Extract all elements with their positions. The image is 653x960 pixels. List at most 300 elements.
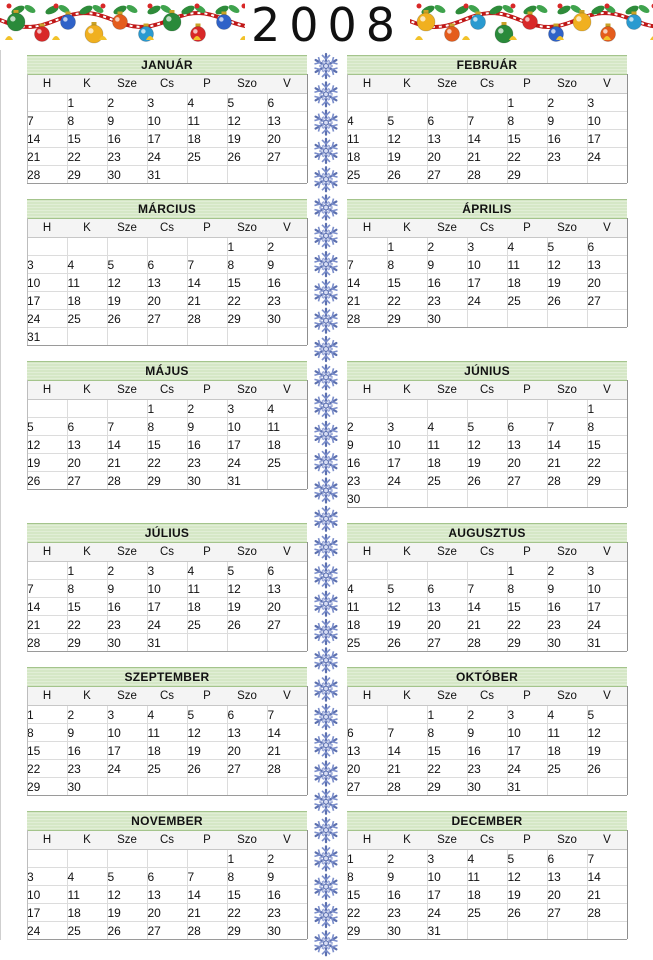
day-cell: [547, 490, 587, 508]
day-cell: 28: [187, 922, 227, 940]
weekday-label: Cs: [147, 543, 187, 562]
day-cell: 16: [387, 886, 427, 904]
week-row: [27, 922, 307, 940]
weekday-label: Cs: [467, 687, 507, 706]
week-row: [27, 598, 307, 616]
day-cell: 7: [587, 850, 627, 868]
day-cell: 11: [187, 580, 227, 598]
day-cell: [27, 94, 67, 112]
week-row: [27, 634, 307, 652]
day-cell: 21: [187, 292, 227, 310]
day-cell: 9: [267, 256, 307, 274]
day-cell: 8: [147, 418, 187, 436]
day-cell: [27, 238, 67, 256]
day-cell: 27: [267, 148, 307, 166]
week-row: [347, 868, 627, 886]
day-cell: 11: [267, 418, 307, 436]
day-cell: 2: [547, 562, 587, 580]
day-cell: 23: [187, 454, 227, 472]
day-cell: 8: [347, 868, 387, 886]
day-cell: 31: [427, 922, 467, 940]
day-cell: 27: [507, 472, 547, 490]
day-cell: 26: [387, 166, 427, 184]
weekday-label: Sze: [427, 687, 467, 706]
day-cell: 27: [547, 904, 587, 922]
weekday-label: Szo: [227, 831, 267, 850]
week-row: [347, 310, 627, 328]
day-cell: 29: [27, 778, 67, 796]
weekday-label: V: [587, 831, 627, 850]
weekday-label: K: [387, 543, 427, 562]
day-cell: 4: [267, 400, 307, 418]
day-cell: 7: [187, 256, 227, 274]
day-cell: 7: [467, 112, 507, 130]
day-cell: 12: [507, 868, 547, 886]
day-cell: 22: [147, 454, 187, 472]
day-cell: 3: [107, 706, 147, 724]
day-cell: [467, 400, 507, 418]
week-row: [347, 112, 627, 130]
day-cell: 19: [387, 616, 427, 634]
day-cell: 18: [187, 598, 227, 616]
day-cell: 7: [467, 580, 507, 598]
month-table: [347, 667, 627, 796]
week-row: [27, 400, 307, 418]
week-row: [27, 904, 307, 922]
day-cell: 27: [587, 292, 627, 310]
day-cell: 3: [587, 94, 627, 112]
day-cell: [107, 328, 147, 346]
weekday-label: Szo: [547, 75, 587, 94]
day-cell: 17: [507, 742, 547, 760]
day-cell: 14: [27, 130, 67, 148]
day-cell: 1: [227, 850, 267, 868]
week-row: [27, 310, 307, 328]
day-cell: 28: [267, 760, 307, 778]
month-table: [27, 199, 307, 346]
weekday-label: H: [27, 75, 67, 94]
day-cell: 26: [107, 310, 147, 328]
day-cell: 26: [387, 634, 427, 652]
weekday-label: K: [67, 831, 107, 850]
day-cell: 25: [507, 292, 547, 310]
day-cell: 1: [347, 850, 387, 868]
week-row: [27, 166, 307, 184]
day-cell: [507, 400, 547, 418]
day-cell: 14: [187, 886, 227, 904]
day-cell: 19: [27, 454, 67, 472]
day-cell: 27: [347, 778, 387, 796]
day-cell: 19: [507, 886, 547, 904]
day-cell: 21: [467, 148, 507, 166]
weekday-label: K: [387, 219, 427, 238]
day-cell: 22: [507, 148, 547, 166]
day-cell: 22: [587, 454, 627, 472]
week-row: [347, 616, 627, 634]
day-cell: 29: [387, 310, 427, 328]
day-cell: 21: [587, 886, 627, 904]
day-cell: 11: [547, 724, 587, 742]
week-row: [27, 886, 307, 904]
day-cell: [347, 94, 387, 112]
weekday-header-row: [27, 831, 307, 850]
day-cell: [587, 778, 627, 796]
weekday-label: K: [67, 543, 107, 562]
day-cell: 23: [267, 904, 307, 922]
day-cell: 24: [227, 454, 267, 472]
day-cell: 30: [387, 922, 427, 940]
day-cell: 30: [467, 778, 507, 796]
day-cell: [227, 166, 267, 184]
day-cell: 29: [507, 634, 547, 652]
weekday-label: Sze: [107, 543, 147, 562]
day-cell: 23: [467, 760, 507, 778]
day-cell: 8: [67, 112, 107, 130]
day-cell: 14: [547, 436, 587, 454]
weekday-label: Szo: [547, 219, 587, 238]
day-cell: 16: [267, 886, 307, 904]
day-cell: 30: [547, 634, 587, 652]
day-cell: 8: [587, 418, 627, 436]
weekday-label: P: [507, 75, 547, 94]
month-table: [347, 811, 627, 940]
weekday-label: Cs: [147, 219, 187, 238]
day-cell: 4: [187, 562, 227, 580]
day-cell: 16: [547, 130, 587, 148]
day-cell: 5: [27, 418, 67, 436]
weekday-label: H: [347, 75, 387, 94]
day-cell: 6: [227, 706, 267, 724]
day-cell: 2: [187, 400, 227, 418]
week-row: [347, 598, 627, 616]
month-name: JÚLIUS: [27, 524, 307, 543]
day-cell: 17: [227, 436, 267, 454]
day-cell: 26: [587, 760, 627, 778]
day-cell: 13: [267, 580, 307, 598]
day-cell: [227, 778, 267, 796]
day-cell: 16: [547, 598, 587, 616]
weekday-label: Szo: [227, 219, 267, 238]
day-cell: 3: [587, 562, 627, 580]
day-cell: 3: [147, 562, 187, 580]
day-cell: 27: [147, 922, 187, 940]
day-cell: 31: [227, 472, 267, 490]
day-cell: 3: [467, 238, 507, 256]
month-name: ÁPRILIS: [347, 200, 627, 219]
day-cell: [427, 490, 467, 508]
weekday-label: H: [347, 219, 387, 238]
day-cell: [227, 634, 267, 652]
weekday-label: P: [187, 687, 227, 706]
weekday-label: Cs: [467, 543, 507, 562]
week-row: [347, 580, 627, 598]
day-cell: 10: [387, 436, 427, 454]
day-cell: 21: [467, 616, 507, 634]
day-cell: [147, 238, 187, 256]
month-table: [27, 55, 307, 184]
day-cell: 6: [347, 724, 387, 742]
week-row: [347, 778, 627, 796]
day-cell: 21: [347, 292, 387, 310]
day-cell: 11: [187, 112, 227, 130]
day-cell: [187, 850, 227, 868]
weekday-label: H: [27, 543, 67, 562]
day-cell: 4: [467, 850, 507, 868]
week-row: [347, 706, 627, 724]
day-cell: 12: [187, 724, 227, 742]
month-6: [27, 523, 307, 652]
day-cell: 14: [267, 724, 307, 742]
day-cell: 15: [147, 436, 187, 454]
week-row: [27, 562, 307, 580]
day-cell: 24: [587, 616, 627, 634]
day-cell: 12: [227, 580, 267, 598]
weekday-label: P: [187, 831, 227, 850]
day-cell: 25: [67, 310, 107, 328]
day-cell: 16: [427, 274, 467, 292]
weekday-label: Sze: [107, 687, 147, 706]
day-cell: 1: [387, 238, 427, 256]
day-cell: [267, 166, 307, 184]
month-table: [27, 361, 307, 490]
day-cell: 15: [587, 436, 627, 454]
day-cell: 1: [427, 706, 467, 724]
day-cell: 28: [107, 472, 147, 490]
day-cell: 1: [67, 562, 107, 580]
page-edge-line: [0, 50, 1, 940]
month-table: [27, 811, 307, 940]
day-cell: 17: [427, 886, 467, 904]
day-cell: 27: [227, 760, 267, 778]
ornament-garland-right-icon: [410, 0, 653, 48]
week-row: [347, 742, 627, 760]
day-cell: 6: [507, 418, 547, 436]
day-cell: 25: [147, 760, 187, 778]
day-cell: [267, 472, 307, 490]
day-cell: 31: [147, 166, 187, 184]
day-cell: 20: [587, 274, 627, 292]
day-cell: 9: [67, 724, 107, 742]
day-cell: 24: [147, 616, 187, 634]
day-cell: [547, 922, 587, 940]
day-cell: 25: [267, 454, 307, 472]
day-cell: 16: [67, 742, 107, 760]
day-cell: [507, 490, 547, 508]
day-cell: 2: [107, 94, 147, 112]
day-cell: 10: [147, 112, 187, 130]
day-cell: 13: [147, 886, 187, 904]
weekday-label: Sze: [107, 381, 147, 400]
day-cell: 26: [27, 472, 67, 490]
day-cell: 15: [227, 274, 267, 292]
day-cell: 19: [107, 292, 147, 310]
day-cell: [387, 490, 427, 508]
week-row: [347, 256, 627, 274]
week-row: [347, 850, 627, 868]
month-table: [347, 361, 627, 508]
weekday-label: Sze: [427, 831, 467, 850]
day-cell: 17: [27, 904, 67, 922]
day-cell: 5: [187, 706, 227, 724]
day-cell: 8: [427, 724, 467, 742]
weekday-label: H: [347, 543, 387, 562]
day-cell: 25: [187, 148, 227, 166]
day-cell: 7: [547, 418, 587, 436]
month-name: AUGUSZTUS: [347, 524, 627, 543]
weekday-label: V: [267, 381, 307, 400]
weekday-label: V: [267, 831, 307, 850]
day-cell: [547, 400, 587, 418]
day-cell: 20: [427, 616, 467, 634]
weekday-label: V: [587, 75, 627, 94]
day-cell: 14: [187, 274, 227, 292]
day-cell: 18: [67, 904, 107, 922]
day-cell: 25: [467, 904, 507, 922]
day-cell: 5: [227, 94, 267, 112]
day-cell: 7: [27, 580, 67, 598]
day-cell: 15: [27, 742, 67, 760]
day-cell: 28: [27, 166, 67, 184]
weekday-label: Szo: [547, 381, 587, 400]
day-cell: 2: [547, 94, 587, 112]
day-cell: [387, 706, 427, 724]
day-cell: 17: [147, 130, 187, 148]
day-cell: 2: [467, 706, 507, 724]
week-row: [347, 634, 627, 652]
day-cell: 29: [347, 922, 387, 940]
day-cell: 20: [67, 454, 107, 472]
day-cell: 12: [387, 598, 427, 616]
day-cell: 8: [507, 580, 547, 598]
day-cell: 23: [347, 472, 387, 490]
day-cell: 11: [427, 436, 467, 454]
week-row: [27, 472, 307, 490]
day-cell: 8: [227, 256, 267, 274]
day-cell: 21: [27, 616, 67, 634]
day-cell: [387, 94, 427, 112]
weekday-label: Cs: [147, 381, 187, 400]
week-row: [27, 868, 307, 886]
day-cell: 18: [347, 616, 387, 634]
weekday-label: P: [187, 75, 227, 94]
day-cell: 18: [507, 274, 547, 292]
day-cell: 7: [107, 418, 147, 436]
week-row: [347, 904, 627, 922]
day-cell: 15: [227, 886, 267, 904]
day-cell: 9: [467, 724, 507, 742]
day-cell: 17: [387, 454, 427, 472]
day-cell: 4: [507, 238, 547, 256]
day-cell: 11: [147, 724, 187, 742]
day-cell: 13: [547, 868, 587, 886]
day-cell: 13: [427, 130, 467, 148]
day-cell: 13: [587, 256, 627, 274]
week-row: [347, 418, 627, 436]
day-cell: 3: [27, 868, 67, 886]
day-cell: 29: [147, 472, 187, 490]
weekday-label: P: [187, 381, 227, 400]
weekday-label: V: [587, 687, 627, 706]
weekday-label: P: [507, 381, 547, 400]
day-cell: 24: [387, 472, 427, 490]
day-cell: 24: [27, 310, 67, 328]
day-cell: 30: [427, 310, 467, 328]
day-cell: 12: [27, 436, 67, 454]
month-8: [27, 667, 307, 796]
day-cell: 14: [27, 598, 67, 616]
day-cell: 12: [107, 274, 147, 292]
week-row: [347, 148, 627, 166]
day-cell: 14: [347, 274, 387, 292]
month-7: [347, 523, 627, 652]
day-cell: [467, 490, 507, 508]
day-cell: 18: [547, 742, 587, 760]
week-row: [347, 238, 627, 256]
day-cell: 11: [67, 886, 107, 904]
weekday-label: P: [507, 219, 547, 238]
week-row: [27, 418, 307, 436]
weekday-label: Cs: [147, 831, 187, 850]
day-cell: 17: [147, 598, 187, 616]
day-cell: 23: [387, 904, 427, 922]
month-9: [347, 667, 627, 796]
weekday-label: Cs: [147, 687, 187, 706]
day-cell: 21: [547, 454, 587, 472]
day-cell: 7: [187, 868, 227, 886]
day-cell: 20: [147, 292, 187, 310]
day-cell: 10: [507, 724, 547, 742]
day-cell: 3: [27, 256, 67, 274]
day-cell: [107, 400, 147, 418]
day-cell: 22: [67, 616, 107, 634]
weekday-label: Sze: [427, 219, 467, 238]
day-cell: 16: [107, 598, 147, 616]
day-cell: 10: [147, 580, 187, 598]
weekday-header-row: [347, 75, 627, 94]
week-row: [27, 436, 307, 454]
day-cell: 15: [427, 742, 467, 760]
day-cell: [267, 634, 307, 652]
day-cell: 19: [547, 274, 587, 292]
day-cell: 3: [387, 418, 427, 436]
weekday-label: Szo: [227, 75, 267, 94]
weekday-label: V: [267, 543, 307, 562]
day-cell: 9: [107, 112, 147, 130]
day-cell: 10: [587, 580, 627, 598]
day-cell: [587, 922, 627, 940]
day-cell: 2: [387, 850, 427, 868]
day-cell: 21: [387, 760, 427, 778]
day-cell: 19: [227, 598, 267, 616]
weekday-label: K: [67, 75, 107, 94]
month-name: FEBRUÁR: [347, 56, 627, 75]
day-cell: [467, 94, 507, 112]
weekday-label: V: [587, 381, 627, 400]
week-row: [347, 454, 627, 472]
day-cell: 2: [107, 562, 147, 580]
day-cell: 2: [267, 850, 307, 868]
day-cell: 25: [347, 634, 387, 652]
day-cell: [467, 922, 507, 940]
day-cell: 6: [147, 256, 187, 274]
day-cell: 2: [67, 706, 107, 724]
day-cell: 23: [547, 148, 587, 166]
day-cell: 11: [347, 598, 387, 616]
day-cell: 6: [147, 868, 187, 886]
day-cell: 6: [67, 418, 107, 436]
day-cell: [187, 778, 227, 796]
day-cell: 14: [107, 436, 147, 454]
